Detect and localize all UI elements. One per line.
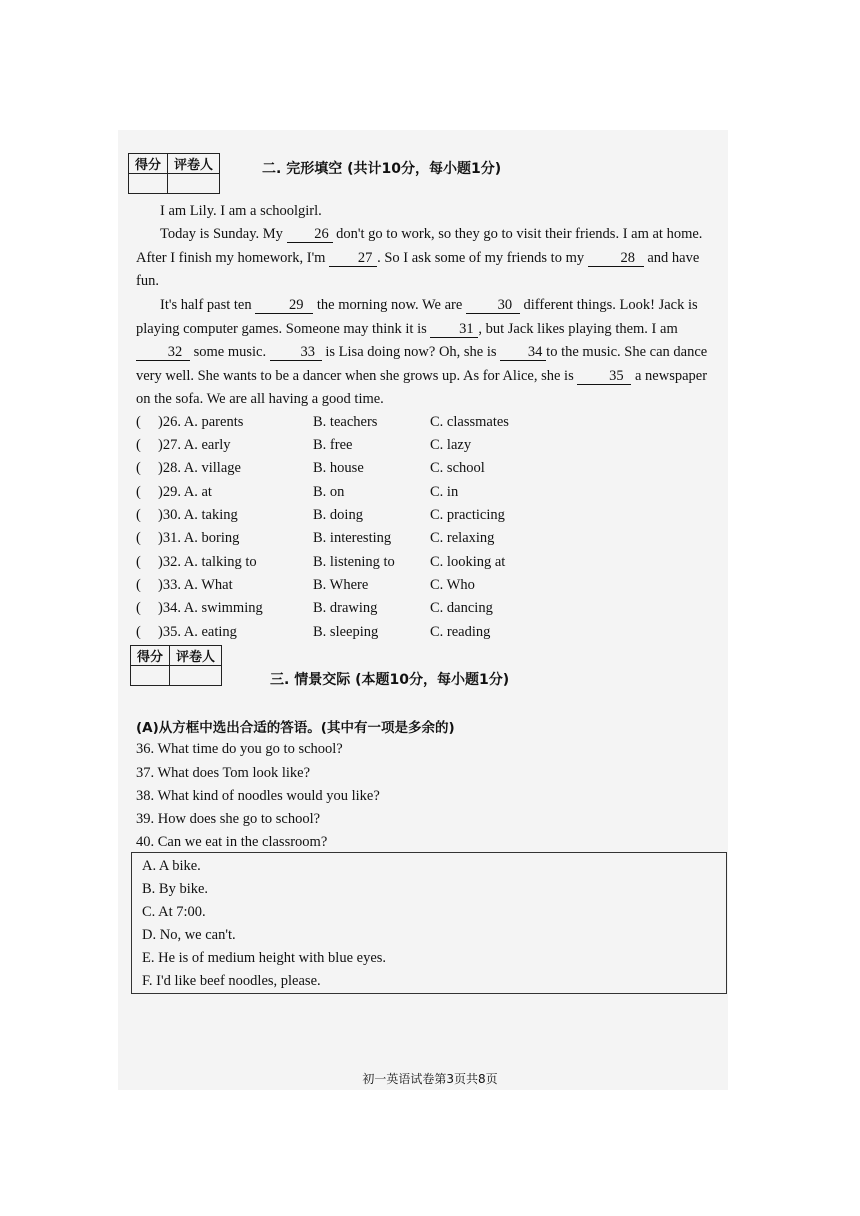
grader-label: 评卷人 [168, 154, 220, 174]
answer-paren: ( [136, 484, 141, 500]
blank-28: 28 [588, 251, 644, 267]
answer-option: E. He is of medium height with blue eyes. [142, 950, 387, 966]
option-a: )28. A. village [158, 460, 241, 476]
option-b: B. free [313, 437, 353, 453]
option-c: C. classmates [430, 414, 509, 430]
section3-title: 三. 情景交际 (本题10分，每小题1分) [270, 672, 510, 688]
answer-paren: ( [136, 530, 141, 546]
option-a: )34. A. swimming [158, 600, 263, 616]
answer-paren: ( [136, 577, 141, 593]
answer-paren: ( [136, 624, 141, 640]
score-label: 得分 [131, 646, 170, 666]
option-a: )35. A. eating [158, 624, 237, 640]
passage-line: I am Lily. I am a schoolgirl. [160, 203, 322, 219]
blank-32: 32 [136, 345, 190, 361]
blank-29: 29 [255, 298, 313, 314]
section2-title: 二. 完形填空 (共计10分，每小题1分) [262, 161, 502, 177]
page-footer: 初一英语试卷第3页共8页 [362, 1072, 498, 1086]
option-row [136, 411, 736, 434]
score-cell [131, 666, 170, 686]
score-box [128, 153, 220, 194]
option-row [136, 621, 736, 644]
score-cell [129, 174, 168, 194]
option-b: B. sleeping [313, 624, 379, 640]
option-b: B. teachers [313, 414, 378, 430]
option-a: )27. A. early [158, 437, 231, 453]
option-row [136, 434, 736, 457]
answer-paren: ( [136, 554, 141, 570]
grader-cell [168, 174, 220, 194]
option-b: B. on [313, 484, 345, 500]
answer-option: C. At 7:00. [142, 904, 206, 920]
answer-option: B. By bike. [142, 881, 209, 897]
option-c: C. looking at [430, 554, 506, 570]
option-a: )33. A. What [158, 577, 233, 593]
answer-paren: ( [136, 507, 141, 523]
option-c: C. reading [430, 624, 491, 640]
answer-option: D. No, we can't. [142, 927, 236, 943]
blank-34: 34 [500, 345, 546, 361]
blank-33: 33 [270, 345, 322, 361]
score-box [130, 645, 222, 686]
blank-31: 31 [430, 322, 478, 338]
question-item: 39. How does she go to school? [136, 811, 321, 827]
answer-option: A. A bike. [142, 858, 201, 874]
passage-paragraph: Today is Sunday. My 26 don't go to work, so they go to visit their friends. I am at home. After I finish my homework, I'm 27 . So I ask some of my friends to my 28 and have fun. [136, 226, 703, 289]
option-a: )32. A. talking to [158, 554, 257, 570]
question-item: 38. What kind of noodles would you like? [136, 788, 380, 804]
option-row [136, 551, 736, 574]
option-row [136, 574, 736, 597]
option-row [136, 597, 736, 620]
blank-26: 26 [287, 227, 333, 243]
option-c: C. in [430, 484, 459, 500]
option-c: C. dancing [430, 600, 493, 616]
grader-cell [170, 666, 222, 686]
option-c: C. lazy [430, 437, 472, 453]
option-c: C. school [430, 460, 485, 476]
grader-label: 评卷人 [170, 646, 222, 666]
option-a: )29. A. at [158, 484, 212, 500]
option-a: )26. A. parents [158, 414, 244, 430]
option-row [136, 527, 736, 550]
passage-paragraph: It's half past ten 29 the morning now. We are 30 different things. Look! Jack is playing computer games. Someone may think it is 31 , but Jack likes playing them. I am 32 some music. 33 is Lisa doing now? Oh, she is 34 to the music. She can dance very well. She wants to be a dancer when she grows up. As for Alice, she is 35 a newspaper on the sofa. We are all having a good time. [136, 297, 708, 407]
option-a: )30. A. taking [158, 507, 238, 523]
option-row [136, 481, 736, 504]
answer-options-box [131, 852, 727, 994]
option-b: B. doing [313, 507, 363, 523]
option-b: B. listening to [313, 554, 395, 570]
option-b: B. interesting [313, 530, 392, 546]
answer-paren: ( [136, 600, 141, 616]
answer-option: F. I'd like beef noodles, please. [142, 973, 321, 989]
option-row [136, 504, 736, 527]
answer-paren: ( [136, 414, 141, 430]
section3-subtitle: (A)从方框中选出合适的答语。(其中有一项是多余的) [136, 720, 455, 736]
answer-paren: ( [136, 437, 141, 453]
score-label: 得分 [129, 154, 168, 174]
question-item: 37. What does Tom look like? [136, 765, 311, 781]
option-a: )31. A. boring [158, 530, 240, 546]
question-item: 36. What time do you go to school? [136, 741, 343, 757]
blank-30: 30 [466, 298, 520, 314]
option-b: B. house [313, 460, 364, 476]
option-row [136, 457, 736, 480]
question-item: 40. Can we eat in the classroom? [136, 834, 328, 850]
option-c: C. Who [430, 577, 475, 593]
option-c: C. practicing [430, 507, 505, 523]
option-c: C. relaxing [430, 530, 495, 546]
option-b: B. Where [313, 577, 369, 593]
option-b: B. drawing [313, 600, 378, 616]
blank-27: 27 [329, 251, 377, 267]
blank-35: 35 [577, 369, 631, 385]
answer-paren: ( [136, 460, 141, 476]
